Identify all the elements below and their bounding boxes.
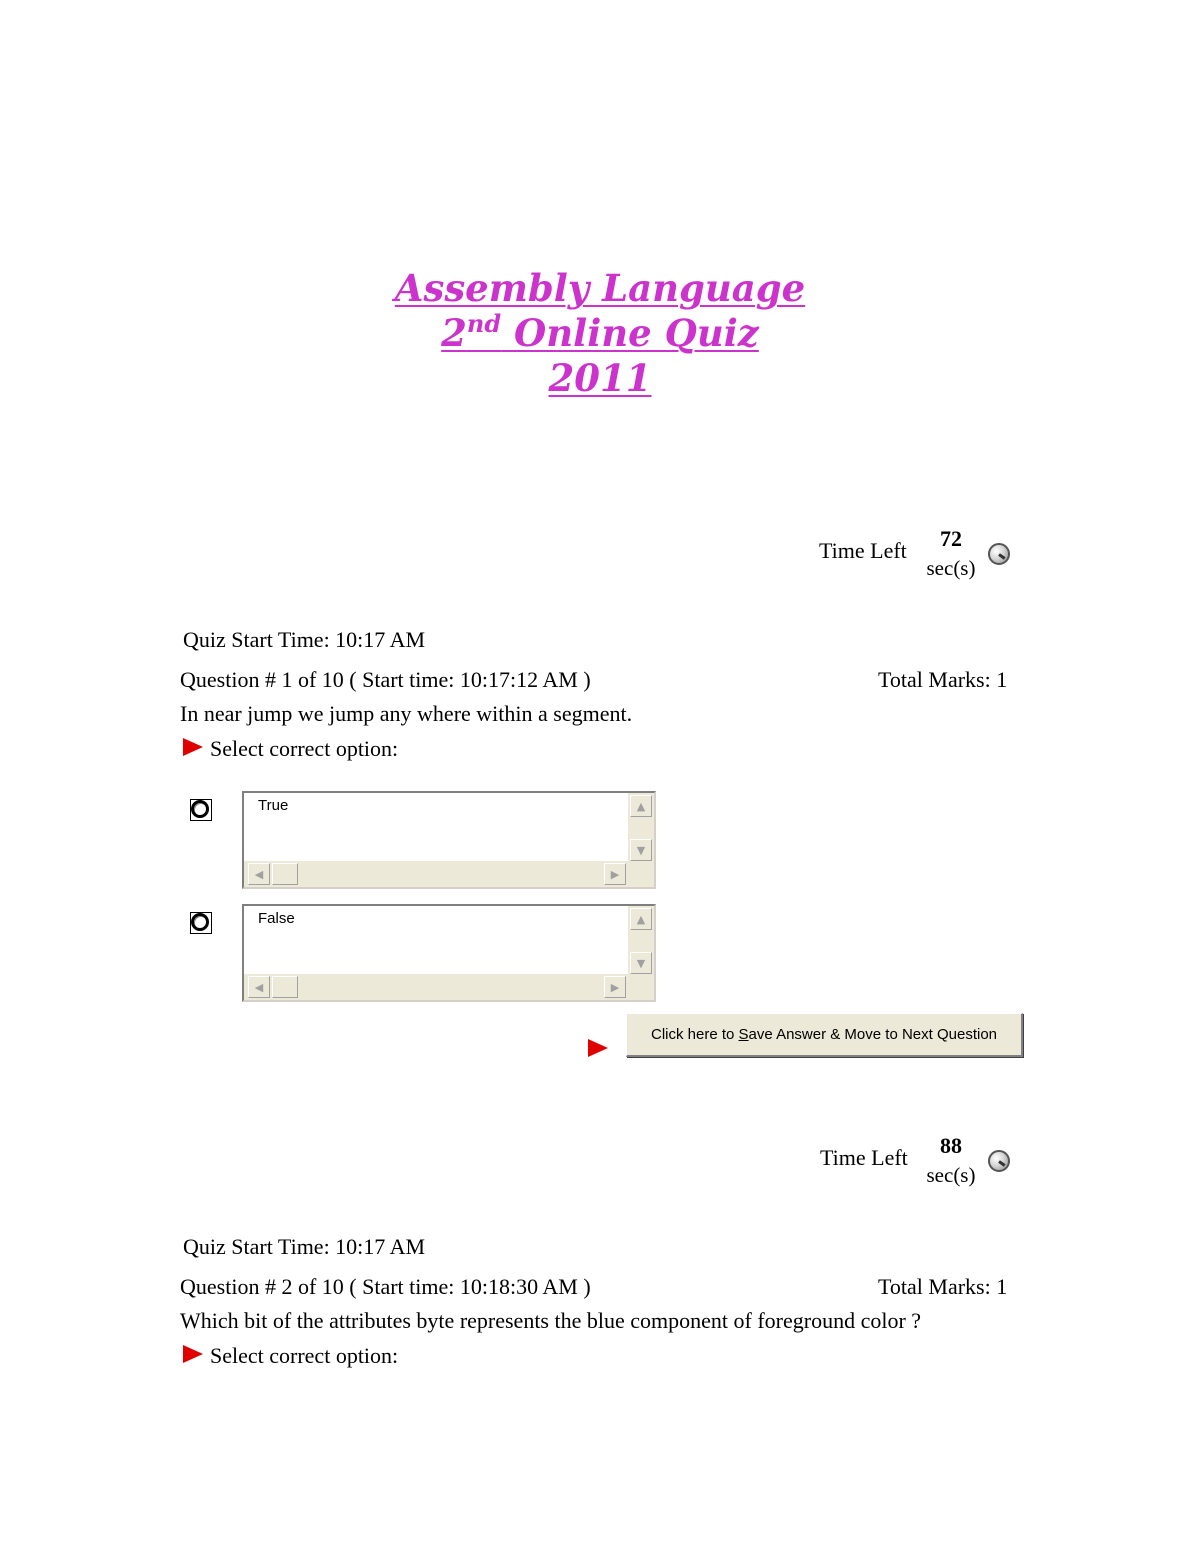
time-left-unit: sec(s) — [926, 556, 976, 580]
scroll-left-icon[interactable]: ◀ — [248, 863, 270, 885]
question-header: Question # 2 of 10 ( Start time: 10:18:30 AM ) — [180, 1274, 591, 1299]
option-false-label: False — [258, 910, 295, 927]
quiz-title — [0, 266, 1200, 401]
save-button-accesskey: S — [738, 1026, 749, 1043]
scroll-thumb[interactable] — [272, 863, 298, 885]
option-true-label: True — [258, 797, 289, 814]
scroll-thumb[interactable] — [272, 976, 298, 998]
clock-icon — [988, 543, 1010, 565]
time-left-value: 88 — [940, 1133, 962, 1158]
save-button-label-post: ave Answer & Move to Next Question — [748, 1026, 997, 1043]
scroll-up-icon[interactable]: ▲ — [630, 795, 652, 817]
scroll-corner — [628, 861, 654, 887]
red-arrow-icon — [183, 738, 203, 756]
scroll-down-icon[interactable]: ▼ — [630, 952, 652, 974]
question-text: Which bit of the attributes byte represents the blue component of foreground color ? — [180, 1308, 922, 1333]
question-header: Question # 1 of 10 ( Start time: 10:17:12 AM ) — [180, 667, 591, 692]
title-line-2-rest: Online Quiz — [501, 311, 759, 355]
total-marks: Total Marks: 1 — [878, 667, 1008, 692]
red-arrow-icon — [183, 1345, 203, 1363]
option-false-textarea[interactable] — [242, 904, 656, 1002]
title-line-2-superscript: nd — [466, 309, 502, 338]
quiz-start-time: Quiz Start Time: 10:17 AM — [183, 1234, 426, 1259]
option-true-textarea[interactable] — [242, 791, 656, 889]
radio-button-false[interactable] — [191, 913, 209, 931]
title-line-1: Assembly Language — [394, 266, 806, 310]
total-marks: Total Marks: 1 — [878, 1274, 1008, 1299]
scroll-corner — [628, 974, 654, 1000]
clock-icon — [988, 1150, 1010, 1172]
save-button-label-pre: Click here to — [650, 1026, 739, 1043]
question-text: In near jump we jump any where within a segment. — [180, 701, 633, 726]
time-left-label: Time Left — [819, 538, 907, 563]
scroll-up-icon[interactable]: ▲ — [630, 908, 652, 930]
save-and-next-button[interactable] — [626, 1013, 1023, 1057]
select-prompt: Select correct option: — [210, 1343, 399, 1368]
time-left-value: 72 — [940, 526, 962, 551]
horizontal-scrollbar[interactable] — [244, 974, 630, 1000]
time-left-unit: sec(s) — [926, 1163, 976, 1187]
quiz-start-time: Quiz Start Time: 10:17 AM — [183, 627, 426, 652]
scroll-left-icon[interactable]: ◀ — [248, 976, 270, 998]
vertical-scrollbar[interactable] — [628, 793, 654, 863]
time-left-label: Time Left — [820, 1145, 908, 1170]
title-line-2 — [0, 311, 1200, 356]
scroll-right-icon[interactable]: ▶ — [604, 863, 626, 885]
select-prompt: Select correct option: — [210, 736, 399, 761]
title-line-2-prefix: 2 — [441, 311, 467, 355]
vertical-scrollbar[interactable] — [628, 906, 654, 976]
horizontal-scrollbar[interactable] — [244, 861, 630, 887]
red-arrow-icon — [588, 1039, 608, 1057]
scroll-right-icon[interactable]: ▶ — [604, 976, 626, 998]
radio-button-true[interactable] — [191, 800, 209, 818]
scroll-down-icon[interactable]: ▼ — [630, 839, 652, 861]
title-line-3: 2011 — [548, 356, 652, 400]
